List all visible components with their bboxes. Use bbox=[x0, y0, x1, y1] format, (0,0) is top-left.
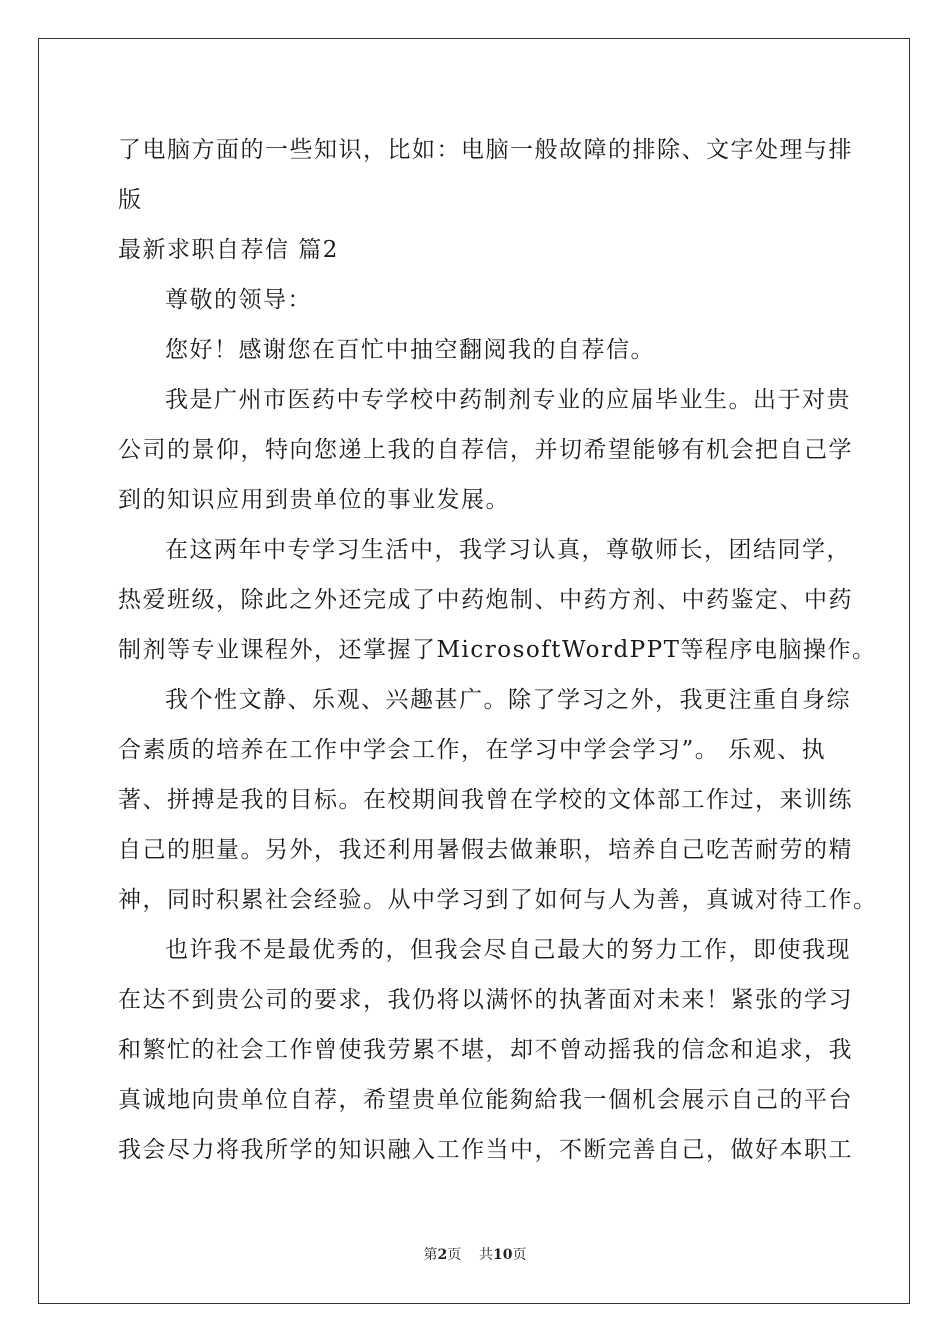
body-line: 我会尽力将我所学的知识融入工作当中，不断完善自己，做好本职工 bbox=[118, 1137, 853, 1163]
total-pages: 10 bbox=[493, 1247, 513, 1263]
page-number: 2 bbox=[437, 1247, 448, 1263]
body-line: 到的知识应用到贵单位的事业发展。 bbox=[118, 487, 510, 513]
body-line: 了电脑方面的一些知识，比如：电脑一般故障的排除、文字处理与排 bbox=[118, 137, 853, 163]
total-prefix: 共 bbox=[479, 1247, 494, 1263]
body-line: 真诚地向贵单位自荐，希望贵单位能夠給我一個机会展示自己的平台 bbox=[118, 1087, 853, 1113]
salutation: 尊敬的领导： bbox=[165, 287, 312, 313]
total-suffix: 页 bbox=[512, 1247, 527, 1263]
page-prefix: 第 bbox=[423, 1247, 438, 1263]
body-line: 合素质的培养在工作中学会工作，在学习中学会学习”。 乐观、执 bbox=[118, 737, 827, 763]
greeting-line: 您好！感谢您在百忙中抽空翻阅我的自荐信。 bbox=[165, 337, 655, 363]
body-line: 也许我不是最优秀的，但我会尽自己最大的努力工作，即使我现 bbox=[165, 937, 851, 963]
body-line: 版 bbox=[118, 187, 143, 213]
body-line: 我个性文静、乐观、兴趣甚广。除了学习之外，我更注重自身综 bbox=[165, 687, 851, 713]
section-heading: 最新求职自荐信 篇2 bbox=[118, 237, 339, 263]
body-line: 公司的景仰，特向您递上我的自荐信，并切希望能够有机会把自己学 bbox=[118, 437, 853, 463]
body-line: 神，同时积累社会经验。从中学习到了如何与人为善，真诚对待工作。 bbox=[118, 887, 878, 913]
body-line: 我是广州市医药中专学校中药制剂专业的应届毕业生。出于对贵 bbox=[165, 387, 851, 413]
page-footer bbox=[0, 1246, 950, 1264]
body-line: 自己的胆量。另外，我还利用暑假去做兼职，培养自己吃苦耐劳的精 bbox=[118, 837, 853, 863]
body-line: 热爱班级，除此之外还完成了中药炮制、中药方剂、中药鉴定、中药 bbox=[118, 587, 853, 613]
body-line: 制剂等专业课程外，还掌握了MicrosoftWordPPT等程序电脑操作。 bbox=[118, 637, 877, 663]
body-line: 和繁忙的社会工作曾使我劳累不堪，却不曾动摇我的信念和追求，我 bbox=[118, 1037, 853, 1063]
page-suffix: 页 bbox=[447, 1247, 462, 1263]
body-line: 著、拼搏是我的目标。在校期间我曾在学校的文体部工作过，来训练 bbox=[118, 787, 853, 813]
body-line: 在这两年中专学习生活中，我学习认真，尊敬师长，团结同学， bbox=[165, 537, 851, 563]
body-line: 在达不到贵公司的要求，我仍将以满怀的执著面对未来！紧张的学习 bbox=[118, 987, 853, 1013]
